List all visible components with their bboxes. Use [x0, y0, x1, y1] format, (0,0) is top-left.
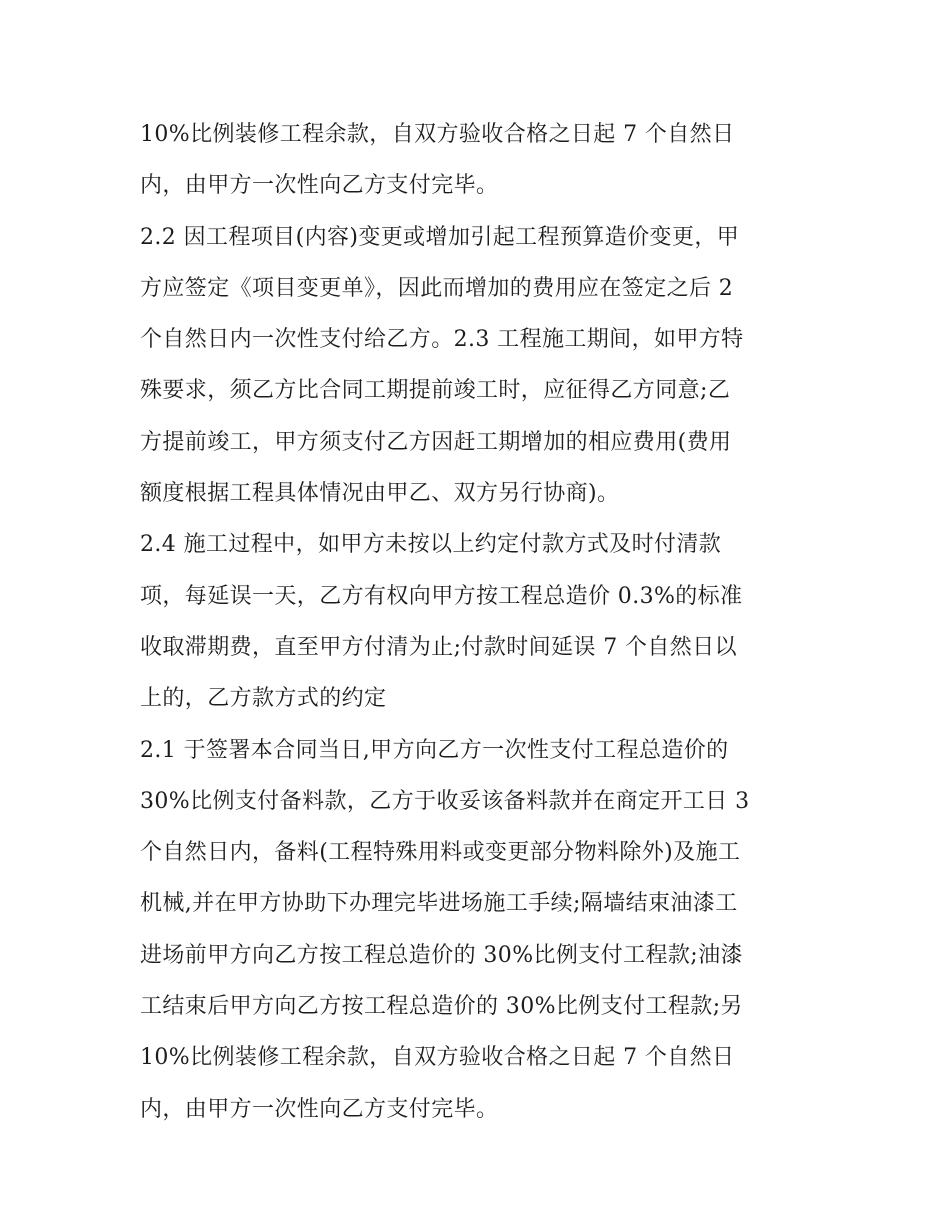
text-line: 2.4 施工过程中，如甲方未按以上约定付款方式及时付清款: [140, 532, 722, 558]
text-line: 2.1 于签署本合同当日,甲方向乙方一次性支付工程总造价的: [140, 737, 729, 763]
text-line: 额度根据工程具体情况由甲乙、双方另行协商)。: [140, 481, 620, 507]
text-line: 收取滞期费，直至甲方付清为止;付款时间延误 7 个自然日以: [140, 634, 737, 660]
text-line: 2.2 因工程项目(内容)变更或增加引起工程预算造价变更，甲: [140, 224, 740, 250]
text-line: 个自然日内一次性支付给乙方。2.3 工程施工期间，如甲方特: [140, 327, 744, 353]
contract-text-body: [140, 109, 820, 1135]
text-line: 进场前甲方向乙方按工程总造价的 30%比例支付工程款;油漆: [140, 942, 743, 968]
text-line: 10%比例装修工程余款，自双方验收合格之日起 7 个自然日: [140, 122, 735, 147]
text-line: 工结束后甲方向乙方按工程总造价的 30%比例支付工程款;另: [140, 994, 743, 1020]
text-line: 个自然日内，备料(工程特殊用料或变更部分物料除外)及施工: [140, 840, 741, 866]
text-line: 方应签定《项目变更单》，因此而增加的费用应在签定之后 2: [140, 275, 734, 301]
text-line: 项，每延误一天，乙方有权向甲方按工程总造价 0.3%的标准: [140, 583, 743, 609]
text-line: 30%比例支付备料款，乙方于收妥该备料款并在商定开工日 3: [140, 788, 750, 814]
text-line: 机械,并在甲方协助下办理完毕进场施工手续;隔墙结束油漆工: [140, 891, 738, 917]
text-line: 上的，乙方款方式的约定: [140, 686, 387, 712]
text-line: 方提前竣工，甲方须支付乙方因赶工期增加的相应费用(费用: [140, 429, 732, 455]
text-line: 内，由甲方一次性向乙方支付完毕。: [140, 173, 499, 199]
text-line: 10%比例装修工程余款，自双方验收合格之日起 7 个自然日: [140, 1045, 735, 1071]
text-line: 殊要求，须乙方比合同工期提前竣工时，应征得乙方同意;乙: [140, 378, 731, 404]
text-line: 内，由甲方一次性向乙方支付完毕。: [140, 1096, 499, 1122]
